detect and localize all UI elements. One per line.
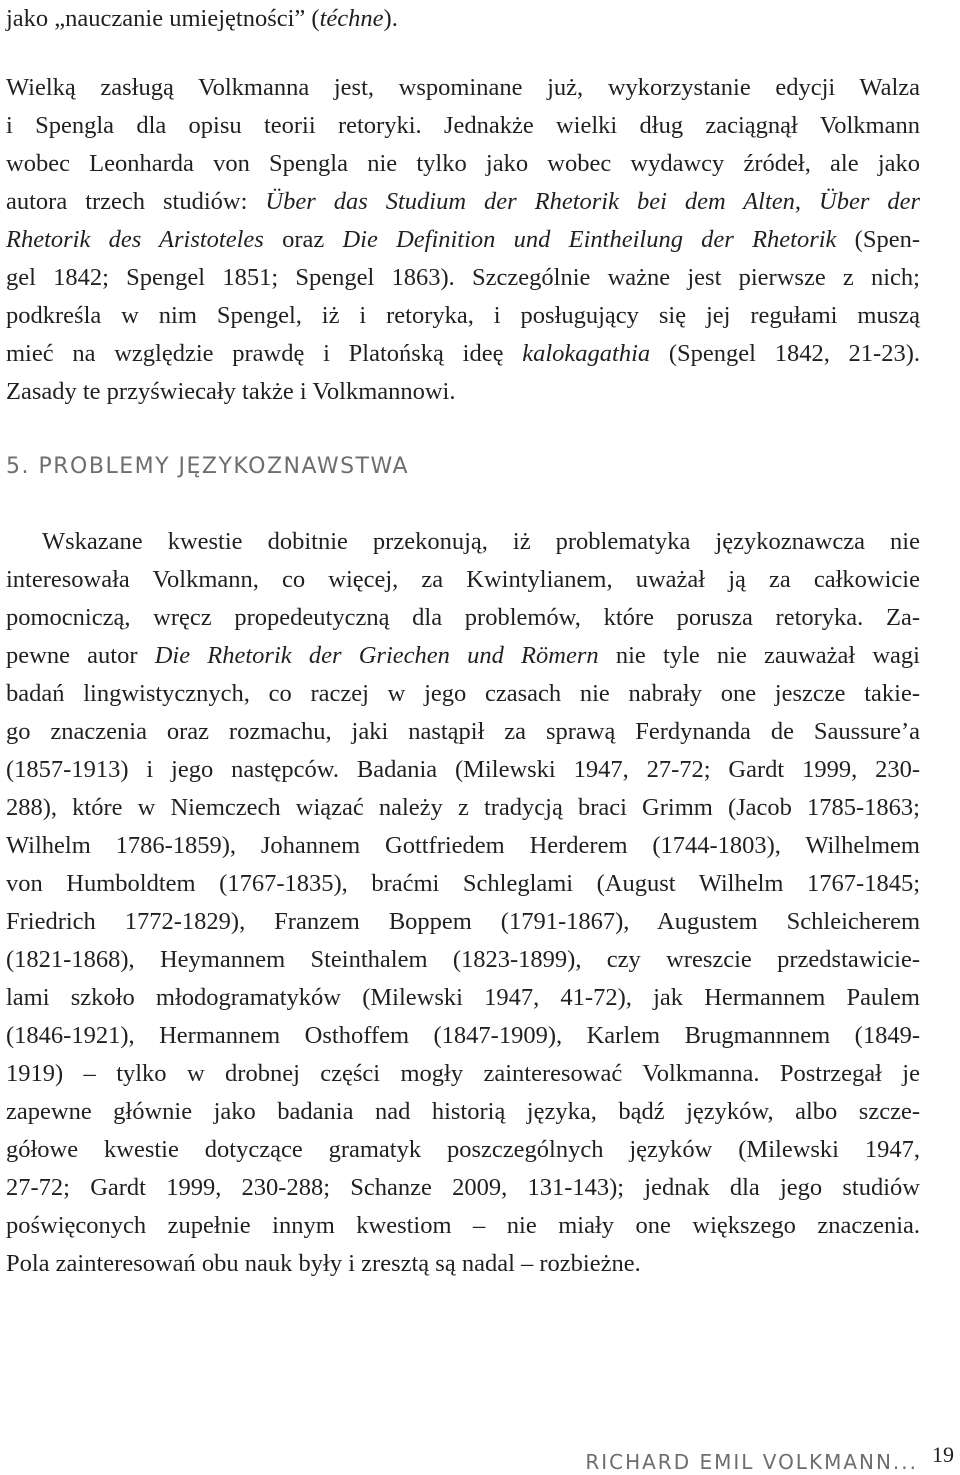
paragraph-volkmann — [6, 69, 920, 411]
text-run: go znaczenia oraz rozmachu, jaki nastąpił za sprawą Ferdynanda de Saussure’a — [6, 718, 920, 745]
text-run: (1857-1913) i jego następców. Badania (Milewski 1947, 27-72; Gardt 1999, 230- — [6, 756, 920, 783]
running-head: RICHARD EMIL VOLKMANN... — [585, 1450, 918, 1474]
text-line — [6, 145, 920, 183]
text-run: poświęconych zupełnie innym kwestiom – nie miały one większego znaczenia. — [6, 1212, 920, 1239]
text-line — [6, 259, 920, 297]
text-run: gółowe kwestie dotyczące gramatyk poszczególnych języków (Milewski 1947, — [6, 1136, 920, 1163]
text-run: wobec Leonharda von Spengla nie tylko jako wobec wydawcy źródeł, ale jako — [6, 150, 920, 177]
text-run: 1919) – tylko w drobnej części mogły zainteresować Volkmanna. Postrzegał je — [6, 1060, 920, 1087]
text-line — [6, 979, 920, 1017]
text-run: 288), które w Niemczech wiązać należy z tradycją braci Grimm (Jacob 1785-1863; — [6, 794, 920, 821]
text-run: von Humboldtem (1767-1835), braćmi Schleglami (August Wilhelm 1767-1845; — [6, 870, 920, 897]
text-line — [6, 827, 920, 865]
text-line — [6, 1093, 920, 1131]
italic-title: Über das Studium der Rhetorik bei dem Alten, Über der — [265, 188, 920, 215]
text-run: Wilhelm 1786-1859), Johannem Gottfriedem Herderem (1744-1803), Wilhelmem — [6, 832, 920, 859]
text-line — [6, 751, 920, 789]
text-line — [6, 0, 920, 38]
page-number: 19 — [932, 1442, 954, 1467]
text-run: Wskazane kwestie dobitnie przekonują, iż problematyka językoznawcza nie — [42, 528, 920, 555]
italic-title: Rhetorik des Aristoteles — [6, 226, 264, 253]
text-line — [6, 903, 920, 941]
text-line — [6, 1245, 920, 1283]
text-line — [6, 561, 920, 599]
text-line — [6, 789, 920, 827]
text-run: interesowała Volkmann, co więcej, za Kwintylianem, uważał ją za całkowicie — [6, 566, 920, 593]
text-line — [6, 107, 920, 145]
text-run: i Spengla dla opisu teorii retoryki. Jednakże wielki dług zaciągnął Volkmann — [6, 112, 920, 139]
text-line — [6, 297, 920, 335]
text-run: jako „nauczanie umiejętności” ( — [6, 5, 320, 32]
text-line — [6, 523, 920, 561]
text-run: oraz — [263, 226, 343, 253]
text-run: gel 1842; Spengel 1851; Spengel 1863). Szczególnie ważne jest pierwsze z nich; — [6, 264, 920, 291]
text-run: pewne autor — [6, 642, 155, 669]
italic-title: Die Rhetorik der Griechen und Römern — [154, 642, 599, 669]
text-line — [6, 675, 920, 713]
text-line — [6, 865, 920, 903]
text-run: ). — [383, 5, 398, 32]
text-line — [6, 221, 920, 259]
text-run: mieć na względzie prawdę i Platońską ideę — [6, 340, 523, 367]
text-line — [6, 941, 920, 979]
text-run: Friedrich 1772-1829), Franzem Boppem (1791-1867), Augustem Schleicherem — [6, 908, 920, 935]
text-line — [6, 1131, 920, 1169]
text-run: podkreśla w nim Spengel, iż i retoryka, i posługujący się jej regułami muszą — [6, 302, 920, 329]
paragraph-gap — [6, 38, 920, 69]
text-run: (1846-1921), Hermannem Osthoffem (1847-1909), Karlem Brugmannnem (1849- — [6, 1022, 920, 1049]
paragraph-top — [6, 0, 920, 38]
text-line — [6, 1169, 920, 1207]
italic-title: Die Definition und Eintheilung der Rhetorik — [342, 226, 837, 253]
text-run: (1821-1868), Heymannem Steinthalem (1823-1899), czy wreszcie przedstawicie- — [6, 946, 920, 973]
text-line — [6, 1207, 920, 1245]
text-run: pomocniczą, wręcz propedeutyczną dla problemów, które porusza retoryka. Za- — [6, 604, 920, 631]
text-line — [6, 1017, 920, 1055]
text-run: lami szkoło młodogramatyków (Milewski 1947, 41-72), jak Hermannem Paulem — [6, 984, 920, 1011]
text-line — [6, 713, 920, 751]
italic-title: téchne — [319, 5, 384, 32]
text-run: autora trzech studiów: — [6, 188, 266, 215]
page-footer — [585, 1442, 954, 1474]
text-line — [6, 1055, 920, 1093]
section-heading: 5. PROBLEMY JĘZYKOZNAWSTWA — [6, 454, 410, 479]
text-line — [6, 335, 920, 373]
text-run: Zasady te przyświecały także i Volkmannowi. — [6, 378, 456, 405]
text-run: (Spengel 1842, 21-23). — [650, 340, 920, 367]
paragraph-main — [6, 523, 920, 1283]
page-body — [6, 0, 920, 1283]
text-line — [6, 599, 920, 637]
text-line — [6, 69, 920, 107]
text-line — [6, 637, 920, 675]
text-run: Wielką zasługą Volkmanna jest, wspominane już, wykorzystanie edycji Walza — [6, 74, 920, 101]
heading-gap — [6, 482, 920, 523]
text-run: 27-72; Gardt 1999, 230-288; Schanze 2009, 131-143); jednak dla jego studiów — [6, 1174, 920, 1201]
text-line — [6, 373, 920, 411]
text-run: badań lingwistycznych, co raczej w jego czasach nie nabrały one jeszcze takie- — [6, 680, 920, 707]
text-run: nie tyle nie zauważał wagi — [598, 642, 920, 669]
text-line — [6, 183, 920, 221]
text-run: zapewne głównie jako badania nad historią języka, bądź języków, albo szcze- — [6, 1098, 920, 1125]
italic-title: kalokagathia — [522, 340, 651, 367]
text-run: Pola zainteresowań obu nauk były i zresztą są nadal – rozbieżne. — [6, 1250, 641, 1277]
text-run: (Spen- — [836, 226, 920, 253]
